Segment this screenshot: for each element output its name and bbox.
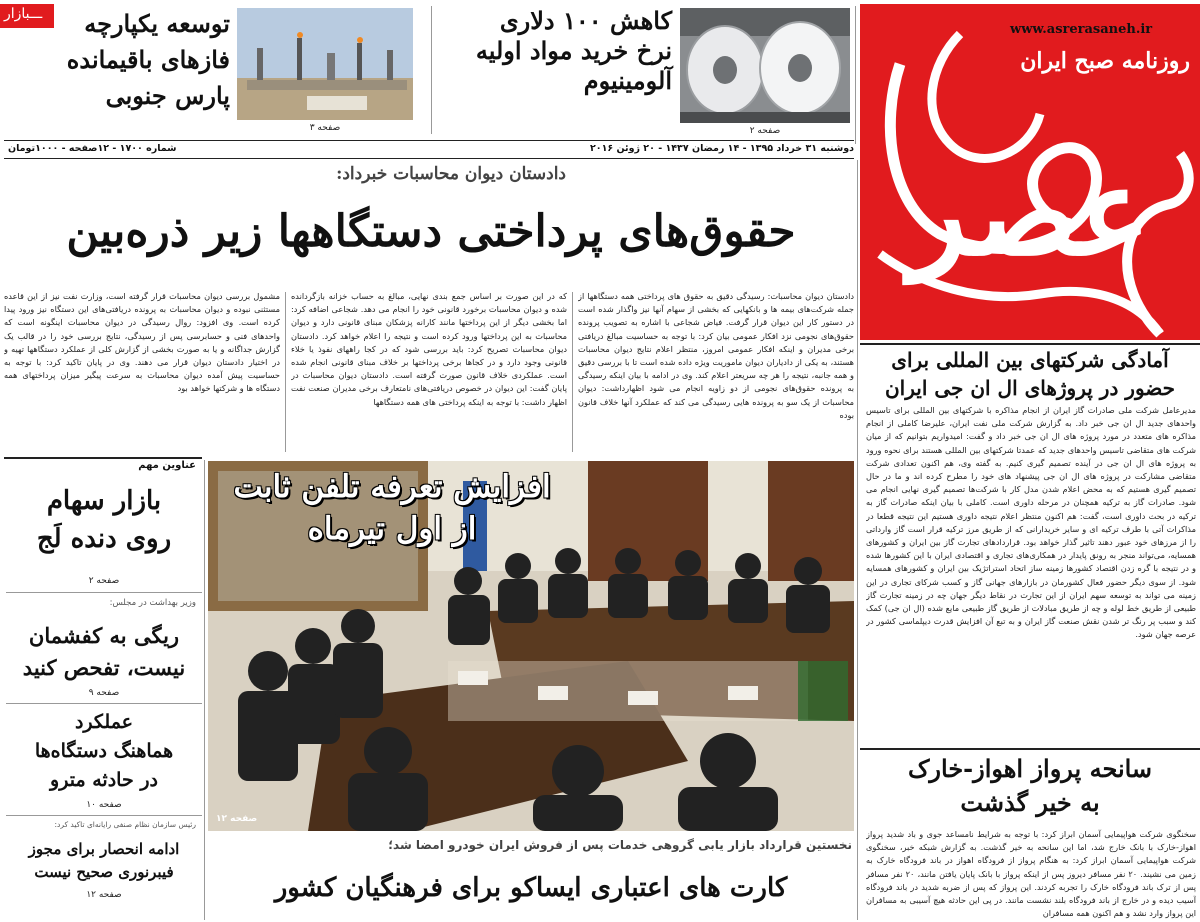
teaser-pars-headline[interactable]: [12, 6, 230, 114]
masthead-website[interactable]: www.asrerasaneh.ir: [1010, 22, 1153, 37]
photo-headline[interactable]: [212, 466, 572, 550]
masthead-logo-block: [860, 4, 1200, 340]
teaser-line: توسعه یکپارچه: [84, 9, 230, 38]
bottom-headline[interactable]: کارت های اعتباری ایساکو برای فرهنگیان کشور: [274, 873, 788, 903]
sidebar-title-line: در حادثه مترو: [50, 769, 158, 791]
refinery-photo: [237, 8, 413, 120]
teaser-line: نرخ خرید مواد اولیه: [475, 36, 672, 65]
sidebar-item-stock-market[interactable]: [6, 482, 202, 558]
sidebar-item-metro[interactable]: [6, 708, 202, 795]
sidebar-divider: [6, 592, 202, 593]
sidebar-divider: [6, 815, 202, 816]
sidebar-title-line: فیبرنوری صحیح نیست: [34, 863, 174, 881]
dateline-rule: [4, 158, 854, 159]
dateline-issue: شماره ۱۷۰۰ - ۱۲صفحه - ۱۰۰۰تومان: [8, 143, 177, 154]
column-divider: [204, 460, 205, 920]
dateline-rule: [4, 140, 854, 141]
refinery-illustration: [237, 8, 413, 120]
sidebar-heading: عناوین مهم: [138, 460, 196, 471]
main-column-3: مشمول بررسی دیوان محاسبات قرار گرفته است، وزارت نفت نیز از این قاعده مستثنی نبوده و دیوان محاسبات به پرونده دریافتی‌های این دستگاه نیز ورود پیدا کرده است. وی افزود: روال رسیدگی در دیوان محاسبات اینگونه است که واحدهای فنی و حسابرسی پس از رسیدگی، نتایج بررسی خود را در قالب یک گزارش جداگانه و یا به صورت بخشی از گزارش کلی از عملکرد دستگاهها تهیه و در اختیار دادستان دیوان قرار می دهند. وی در پایان تاکید کرد: با توجه به حساسیت پیش آمده دیوان محاسبات به سرعت پیگیر میزان پرداختهای همه دستگاه ها و شرکتها خواهد بود: [4, 291, 280, 394]
bottom-kicker: نخستین قرارداد بازار یابی گروهی خدمات پس از فروش ایران خودرو امضا شد؛: [388, 838, 852, 852]
column-divider: [857, 160, 858, 920]
photo-headline-line: از اول تیرماه: [307, 511, 477, 547]
masthead-tagline: روزنامه صبح ایران: [1020, 48, 1190, 74]
section-rule: [860, 748, 1200, 750]
divider: [431, 6, 432, 134]
headline-line: آمادگی شرکتهای بین المللی برای: [891, 348, 1169, 372]
main-headline[interactable]: حقوق‌های پرداختی دستگاهها زیر ذره‌بین: [66, 206, 796, 257]
lng-body: مدیرعامل شرکت ملی صادرات گاز ایران از انجام مذاکره با شرکتهای بین المللی برای تاسیس واحدهای جدید ال ان جی خبر داد. به گزارش شرکت ملی نفت ایران، علیرضا کاملی از انجام مذاکره های متعدد در مورد پروژه های ال ان جی خبر داد و گفت: امیدواریم بتوانیم که از میان شرکت های متقاضی تاسیس واحدهای جدید که عمدتا شرکتهای بین المللی هستند برای نحوه ورود به پروژه های ال ان جی در آینده تصمیم گیری کنیم. به گفته وی، هم اکنون تعدادی شرکت متقاضی مشارکت در پروژه های ال ان جی پیشنهاد های خود را مطرح کرده اند و ما در حال تصمیم گیری هستیم که به محض اعلام شدن مدل کار با شرکت‌ها تصمیم گیری نهایی انجام می شود. صادرات گاز به ترکیه همچنان در مرحله داوری است. کاملی با بیان اینکه صادرات گاز به ترکیه در بحث داوری است، گفت: هم اکنون منتظر اعلام نتیجه داوری هستیم این نتیجه قطعا در مذاکرات آتی با طرف ترکیه ای و سایر خریدارانی که از طریق مرز ترکیه قرار است گاز وارداتی را از مرزهای خود عبور دهند تاثیر گذار خواهد بود. قراردادهای تجارت گاز بین ایران و کشورهای همسایه، می‌تواند منجر به رونق پایدار در همکاری‌های تجاری و اقتصادی ایران با این کشورها شده و در نتیجه با گره زدن اقتصاد کشورها زمینه ساز اتحاد استراتژیک بین ایران و کشورهای همسایه شود. از سوی دیگر حضور فعال کشورمان در بازارهای جهانی گاز و کسب شرکای تجاری در این زمینه می تواند به توسعه سهم ایران از این تجارت در نقاط دیگر جهان چه در زمینه تجارت گاز طبیعی از طریق خط لوله و چه از طریق مبادلات از طریق گاز طبیعی مایع شده (ال ان جی) کمک کند و سبب پر رنگ تر شدن نقش صنعت گاز ایران و به تبع آن افزایش قدرت دیپلماسی کشور در عرصه جهان شود.: [866, 405, 1196, 640]
ahvaz-headline[interactable]: [862, 752, 1198, 820]
divider: [855, 6, 856, 144]
main-column-2: که در این صورت بر اساس جمع بندی نهایی، مبالغ به حساب خزانه بازگردانده شده و دیوان محاسبات برخورد قانونی خود را انجام می دهد. شجاعی اضافه کرد: اما بخشی دیگر از این پرداختها مانند کارانه پزشکان مبنای قانونی دارد و دیوان محاسبات به این پرداختها ورود کرده است و نتیجه را اعلام خواهد کرد. دادستان دیوان محاسبات تصریح کرد: باید بررسی شود که در کجا راههای نفوذ یا خلاء قانونی وجود دارد و در کجاها برخی پرداختها بر خلاف مبنای قانونی انجام شده است. عملکردی خلاف قانون صورت گرفته است. دادستان دیوان محاسبات در پایان گفت: این دیوان در خصوص دریافتی‌های نامتعارف برخی مدیران صنعت نفت اظهار داشت: با توجه به اینکه پرداختی های همه دستگاهها: [291, 291, 567, 407]
main-column-1: دادستان دیوان محاسبات: رسیدگی دقیق به حقوق های پرداختی همه دستگاهها از جمله شرکت‌های بیمه ها و بانکهایی که بخشی از سهام آنها نیز واگذار شده است در دستور کار این دیوان قرار گرفت. فیاض شجاعی با اشاره به تصویب پرونده حقوق‌های نجومی نزد افکار عمومی بیان کرد: با توجه به حساسیت مبالغ دریافتی برخی مدیران و اینکه افکار عمومی امروز، منتظر اعلام نتایج دیوان محاسبات هستند، به یکی از دادیاران دیوان ماموریت ویژه داده شده است تا با بررسی دقیق و همه جانبه، نتیجه را هر چه سریعتر اعلام کند. وی در ادامه با بیان اینکه رسیدگی به پرونده حقوق‌های نجومی از دو زاویه انجام می شود اظهارداشت: دیوان محاسبات از یک سو به پرونده هایی رسیدگی می کند که عملکرد آنها خلاف قانون بوده: [578, 291, 854, 420]
teaser-aluminum-headline[interactable]: [440, 6, 672, 96]
sidebar-title-line: ریگی به کفشمان: [28, 623, 180, 648]
main-kicker: دادستان دیوان محاسبات خبرداد:: [336, 164, 566, 184]
sidebar-title-line: هماهنگ دستگاه‌ها: [34, 740, 174, 762]
column-divider: [572, 292, 573, 452]
sidebar-title-line: بازار سهام: [46, 486, 162, 516]
teaser-line: پارس جنوبی: [105, 81, 230, 110]
page-ref: صفحه ۱۰: [86, 800, 122, 810]
sidebar-kicker: وزیر بهداشت در مجلس:: [109, 598, 196, 608]
lng-headline[interactable]: [862, 346, 1198, 402]
page-ref: صفحه ۹: [88, 688, 120, 698]
headline-line: به خیر گذشت: [960, 788, 1100, 817]
svg-text:عصر: عصر: [909, 142, 1151, 283]
teaser-line: کاهش ۱۰۰ دلاری: [499, 6, 672, 35]
column-divider: [285, 292, 286, 452]
page-ref: صفحه ۳: [309, 123, 341, 133]
sidebar-divider: [6, 703, 202, 704]
aluminum-coils-illustration: [680, 8, 850, 123]
headline-line: سانحه پرواز اهواز-خارک: [907, 754, 1153, 783]
sidebar-top-rule: [4, 457, 202, 459]
sidebar-item-health-minister[interactable]: [6, 620, 202, 684]
sidebar-title-line: نیست، تفحص کنید: [22, 655, 186, 680]
page-ref: صفحه ۱۲: [86, 890, 122, 900]
teaser-line: فازهای باقیمانده: [66, 45, 230, 74]
sidebar-kicker: رئیس سازمان نظام صنفی رایانه‌ای تاکید کرد:: [54, 820, 196, 829]
sidebar-title-line: عملکرد: [74, 711, 134, 733]
dateline-date: دوشنبه ۳۱ خرداد ۱۳۹۵ - ۱۴ رمضان ۱۴۳۷ - ۲۰ ژوئن ۲۰۱۶: [589, 143, 854, 154]
page-ref: صفحه ۲: [88, 576, 120, 586]
aluminum-coils-photo: [680, 8, 850, 123]
section-rule: [860, 343, 1200, 345]
sidebar-item-fiber[interactable]: [6, 838, 202, 884]
photo-page-ref: صفحه ۱۲: [216, 814, 258, 824]
page-ref: صفحه ۲: [749, 126, 781, 136]
ahvaz-body: سخنگوی شرکت هواپیمایی آسمان ابراز کرد: با توجه به شرایط نامساعد جوی و باد شدید پرواز اهواز-خارک با بانک خارج شد، اما این سانحه به خیر گذشت. به گزارش شبکه خبر، سخنگوی شرکت هواپیمایی آسمان ابراز کرد: به هنگام پرواز از فرودگاه اهواز در باند فرودگاه خارک به زمین می نشیند. ۲۰ نفر مسافر دیروز پس از اینکه پرواز با بانک پایان یافتن مانند، ۲۰ نفر مسافر پس از ترک باند فرودگاه خارک را تجربه کردند. این پرواز که پس از ضربه شدید در باند فرودگاه آسیب دیده و در خارج از باند فرودگاه بلند نشست مانند. در پی این حادثه هیچ آسیبی به مسافران این پرواز وارد نشد و هم اکنون همه مسافران: [866, 829, 1196, 919]
teaser-line: آلومینیوم: [583, 66, 672, 95]
sidebar-title-line: روی دنده لَج: [36, 524, 172, 554]
headline-line: حضور در پروژهای ال ان جی ایران: [884, 376, 1176, 400]
corner-label: ـــبازار: [4, 6, 43, 22]
sidebar-title-line: ادامه انحصار برای مجوز: [28, 840, 180, 858]
photo-headline-line: افزایش تعرفه تلفن ثابت: [233, 469, 551, 505]
